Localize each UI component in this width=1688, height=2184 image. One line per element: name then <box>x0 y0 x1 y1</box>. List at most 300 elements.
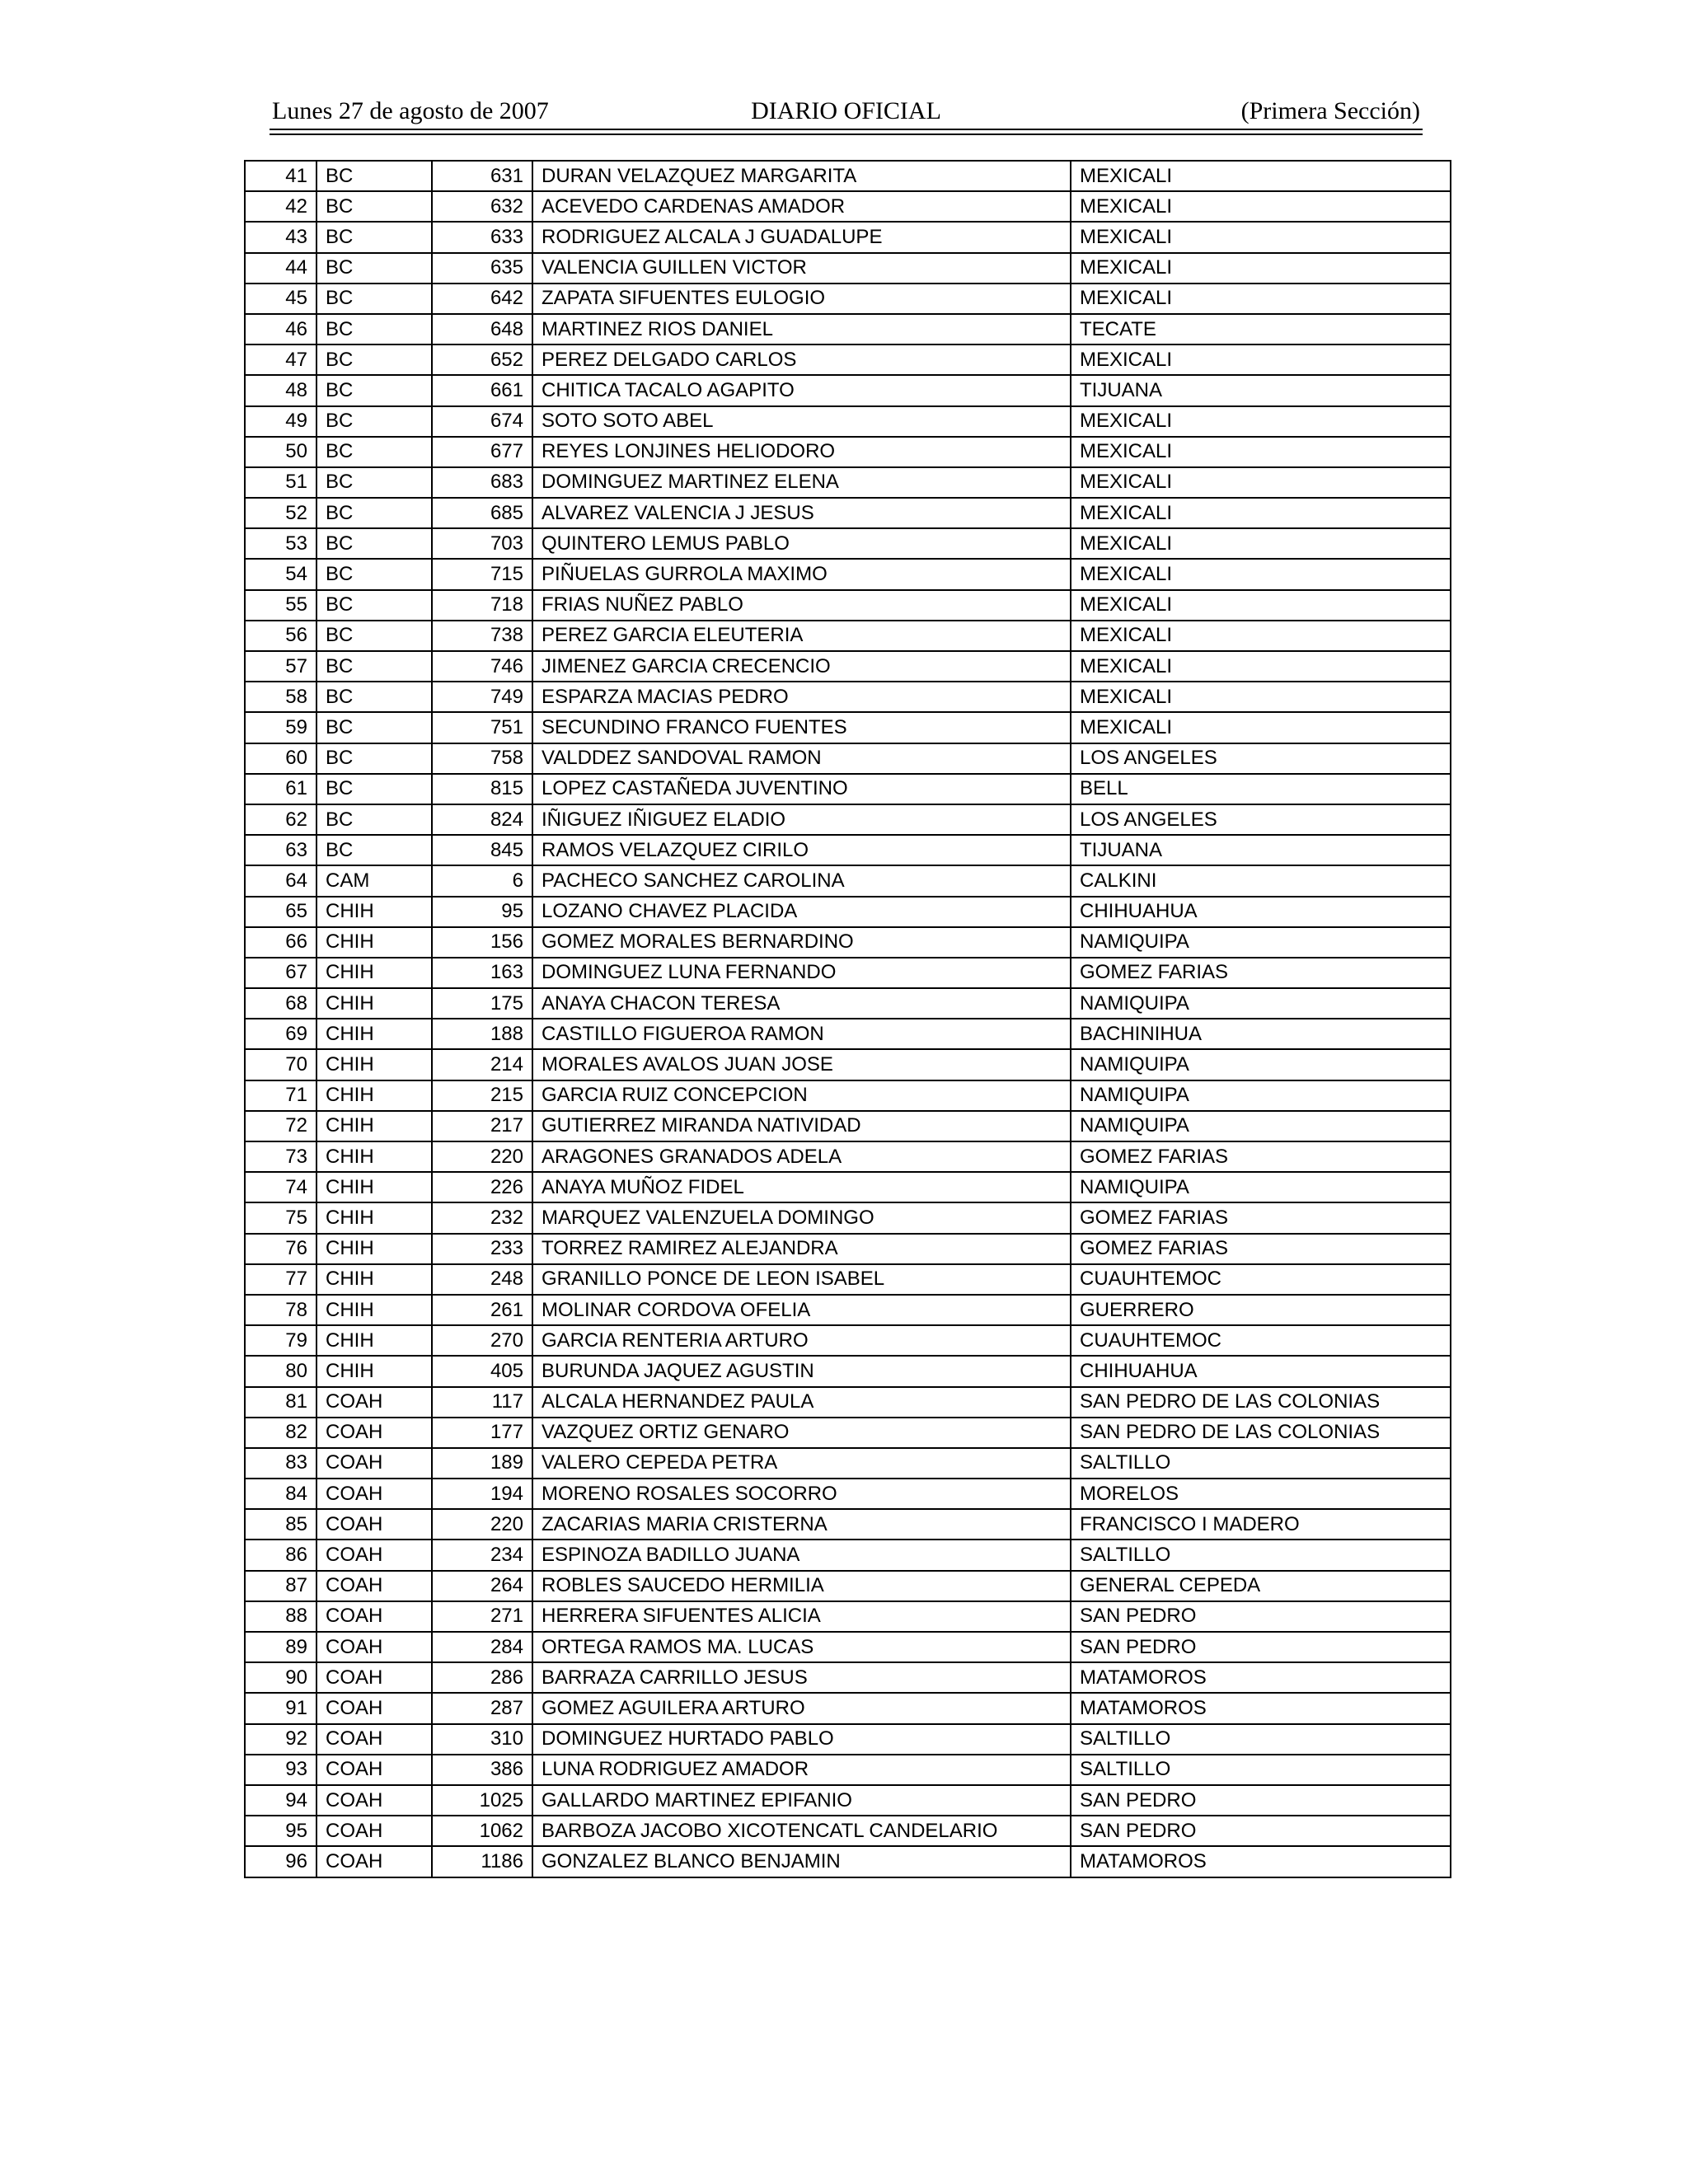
row-number: 43 <box>245 222 316 252</box>
folio-number: 715 <box>432 559 532 589</box>
row-number: 48 <box>245 375 316 405</box>
folio-number: 287 <box>432 1693 532 1723</box>
row-number: 58 <box>245 682 316 712</box>
row-number: 49 <box>245 406 316 437</box>
folio-number: 177 <box>432 1418 532 1448</box>
folio-number: 642 <box>432 284 532 314</box>
row-number: 62 <box>245 804 316 835</box>
person-name: ARAGONES GRANADOS ADELA <box>532 1141 1071 1172</box>
row-number: 77 <box>245 1264 316 1295</box>
municipality: MATAMOROS <box>1071 1693 1451 1723</box>
folio-number: 188 <box>432 1019 532 1049</box>
folio-number: 815 <box>432 774 532 804</box>
folio-number: 264 <box>432 1571 532 1601</box>
row-number: 51 <box>245 467 316 498</box>
table-row <box>245 865 1451 896</box>
municipality: MEXICALI <box>1071 528 1451 559</box>
table-row <box>245 1202 1451 1233</box>
person-name: DOMINGUEZ LUNA FERNANDO <box>532 958 1071 988</box>
row-number: 87 <box>245 1571 316 1601</box>
person-name: ACEVEDO CARDENAS AMADOR <box>532 191 1071 222</box>
table-row <box>245 958 1451 988</box>
row-number: 83 <box>245 1448 316 1479</box>
table-row <box>245 344 1451 375</box>
table-row <box>245 406 1451 437</box>
state-code: BC <box>316 467 432 498</box>
person-name: RAMOS VELAZQUEZ CIRILO <box>532 835 1071 865</box>
state-code: CHIH <box>316 1295 432 1325</box>
table-row <box>245 284 1451 314</box>
person-name: LUNA RODRIGUEZ AMADOR <box>532 1755 1071 1785</box>
municipality: SAN PEDRO <box>1071 1632 1451 1662</box>
header-date: Lunes 27 de agosto de 2007 <box>272 97 549 124</box>
state-code: BC <box>316 651 432 682</box>
person-name: ANAYA MUÑOZ FIDEL <box>532 1172 1071 1202</box>
folio-number: 271 <box>432 1601 532 1632</box>
row-number: 68 <box>245 988 316 1019</box>
row-number: 80 <box>245 1356 316 1386</box>
state-code: BC <box>316 191 432 222</box>
row-number: 72 <box>245 1111 316 1141</box>
row-number: 45 <box>245 284 316 314</box>
state-code: COAH <box>316 1785 432 1816</box>
state-code: BC <box>316 222 432 252</box>
state-code: COAH <box>316 1479 432 1509</box>
header-section: (Primera Sección) <box>1240 97 1420 124</box>
state-code: CHIH <box>316 1356 432 1386</box>
state-code: CHIH <box>316 1202 432 1233</box>
table-row <box>245 1540 1451 1570</box>
row-number: 41 <box>245 161 316 191</box>
folio-number: 648 <box>432 314 532 344</box>
person-name: BARRAZA CARRILLO JESUS <box>532 1662 1071 1693</box>
state-code: COAH <box>316 1816 432 1846</box>
person-name: CASTILLO FIGUEROA RAMON <box>532 1019 1071 1049</box>
state-code: CHIH <box>316 1019 432 1049</box>
row-number: 81 <box>245 1387 316 1418</box>
person-name: LOPEZ CASTAÑEDA JUVENTINO <box>532 774 1071 804</box>
person-name: LOZANO CHAVEZ PLACIDA <box>532 897 1071 927</box>
state-code: COAH <box>316 1418 432 1448</box>
person-name: VALENCIA GUILLEN VICTOR <box>532 253 1071 284</box>
table-row <box>245 1264 1451 1295</box>
row-number: 67 <box>245 958 316 988</box>
table-row <box>245 1019 1451 1049</box>
state-code: CHIH <box>316 927 432 958</box>
municipality: NAMIQUIPA <box>1071 1049 1451 1080</box>
row-number: 71 <box>245 1080 316 1111</box>
person-name: VALDDEZ SANDOVAL RAMON <box>532 743 1071 774</box>
row-number: 61 <box>245 774 316 804</box>
municipality: BELL <box>1071 774 1451 804</box>
table-row <box>245 1724 1451 1755</box>
table-row <box>245 1234 1451 1264</box>
row-number: 78 <box>245 1295 316 1325</box>
state-code: BC <box>316 528 432 559</box>
row-number: 54 <box>245 559 316 589</box>
table-row <box>245 621 1451 651</box>
municipality: TECATE <box>1071 314 1451 344</box>
folio-number: 232 <box>432 1202 532 1233</box>
folio-number: 270 <box>432 1325 532 1356</box>
folio-number: 6 <box>432 865 532 896</box>
header-rule-bottom <box>270 134 1423 135</box>
row-number: 52 <box>245 498 316 528</box>
row-number: 92 <box>245 1724 316 1755</box>
municipality: GOMEZ FARIAS <box>1071 1234 1451 1264</box>
row-number: 79 <box>245 1325 316 1356</box>
municipality: MEXICALI <box>1071 682 1451 712</box>
state-code: BC <box>316 161 432 191</box>
table-row <box>245 253 1451 284</box>
person-name: SECUNDINO FRANCO FUENTES <box>532 712 1071 743</box>
state-code: BC <box>316 253 432 284</box>
state-code: CHIH <box>316 988 432 1019</box>
municipality: MEXICALI <box>1071 559 1451 589</box>
table-row <box>245 1418 1451 1448</box>
person-name: DOMINGUEZ MARTINEZ ELENA <box>532 467 1071 498</box>
municipality: MORELOS <box>1071 1479 1451 1509</box>
person-name: MARTINEZ RIOS DANIEL <box>532 314 1071 344</box>
folio-number: 248 <box>432 1264 532 1295</box>
municipality: SALTILLO <box>1071 1448 1451 1479</box>
municipality: NAMIQUIPA <box>1071 1111 1451 1141</box>
folio-number: 751 <box>432 712 532 743</box>
person-name: FRIAS NUÑEZ PABLO <box>532 590 1071 621</box>
state-code: CHIH <box>316 1325 432 1356</box>
row-number: 47 <box>245 344 316 375</box>
row-number: 82 <box>245 1418 316 1448</box>
person-name: ANAYA CHACON TERESA <box>532 988 1071 1019</box>
municipality: SAN PEDRO <box>1071 1816 1451 1846</box>
state-code: BC <box>316 437 432 467</box>
municipality: CALKINI <box>1071 865 1451 896</box>
folio-number: 674 <box>432 406 532 437</box>
state-code: CHIH <box>316 1049 432 1080</box>
table-row <box>245 682 1451 712</box>
folio-number: 156 <box>432 927 532 958</box>
table-row <box>245 1141 1451 1172</box>
table-row <box>245 1479 1451 1509</box>
folio-number: 234 <box>432 1540 532 1570</box>
municipality: MEXICALI <box>1071 344 1451 375</box>
folio-number: 677 <box>432 437 532 467</box>
person-name: DURAN VELAZQUEZ MARGARITA <box>532 161 1071 191</box>
folio-number: 189 <box>432 1448 532 1479</box>
municipality: SALTILLO <box>1071 1540 1451 1570</box>
folio-number: 703 <box>432 528 532 559</box>
table-row <box>245 712 1451 743</box>
table-row <box>245 1662 1451 1693</box>
row-number: 65 <box>245 897 316 927</box>
table-row <box>245 897 1451 927</box>
person-name: PEREZ DELGADO CARLOS <box>532 344 1071 375</box>
state-code: COAH <box>316 1601 432 1632</box>
municipality: NAMIQUIPA <box>1071 988 1451 1019</box>
state-code: BC <box>316 559 432 589</box>
table-row <box>245 161 1451 191</box>
state-code: BC <box>316 743 432 774</box>
state-code: CHIH <box>316 897 432 927</box>
municipality: SAN PEDRO DE LAS COLONIAS <box>1071 1387 1451 1418</box>
municipality: CHIHUAHUA <box>1071 897 1451 927</box>
folio-number: 738 <box>432 621 532 651</box>
row-number: 76 <box>245 1234 316 1264</box>
state-code: COAH <box>316 1724 432 1755</box>
table-row <box>245 1632 1451 1662</box>
person-name: GUTIERREZ MIRANDA NATIVIDAD <box>532 1111 1071 1141</box>
row-number: 46 <box>245 314 316 344</box>
folio-number: 632 <box>432 191 532 222</box>
state-code: CHIH <box>316 1080 432 1111</box>
person-name: GOMEZ MORALES BERNARDINO <box>532 927 1071 958</box>
municipality: MATAMOROS <box>1071 1662 1451 1693</box>
municipality: LOS ANGELES <box>1071 804 1451 835</box>
person-name: GRANILLO PONCE DE LEON ISABEL <box>532 1264 1071 1295</box>
folio-number: 746 <box>432 651 532 682</box>
table-row <box>245 1111 1451 1141</box>
person-name: VAZQUEZ ORTIZ GENARO <box>532 1418 1071 1448</box>
row-number: 50 <box>245 437 316 467</box>
table-row <box>245 804 1451 835</box>
folio-number: 635 <box>432 253 532 284</box>
person-name: GARCIA RUIZ CONCEPCION <box>532 1080 1071 1111</box>
header-publication: DIARIO OFICIAL <box>751 97 941 124</box>
table-row <box>245 1846 1451 1877</box>
table-row <box>245 1601 1451 1632</box>
folio-number: 194 <box>432 1479 532 1509</box>
page-header <box>270 92 1423 134</box>
table-row <box>245 1816 1451 1846</box>
row-number: 96 <box>245 1846 316 1877</box>
state-code: CAM <box>316 865 432 896</box>
municipality: MEXICALI <box>1071 651 1451 682</box>
person-name: HERRERA SIFUENTES ALICIA <box>532 1601 1071 1632</box>
state-code: BC <box>316 835 432 865</box>
row-number: 64 <box>245 865 316 896</box>
table-row <box>245 1448 1451 1479</box>
state-code: BC <box>316 344 432 375</box>
row-number: 73 <box>245 1141 316 1172</box>
state-code: BC <box>316 804 432 835</box>
state-code: BC <box>316 406 432 437</box>
state-code: COAH <box>316 1448 432 1479</box>
table-row <box>245 988 1451 1019</box>
state-code: CHIH <box>316 1234 432 1264</box>
person-name: GARCIA RENTERIA ARTURO <box>532 1325 1071 1356</box>
folio-number: 1186 <box>432 1846 532 1877</box>
folio-number: 217 <box>432 1111 532 1141</box>
row-number: 60 <box>245 743 316 774</box>
municipality: GENERAL CEPEDA <box>1071 1571 1451 1601</box>
person-name: GOMEZ AGUILERA ARTURO <box>532 1693 1071 1723</box>
person-name: GALLARDO MARTINEZ EPIFANIO <box>532 1785 1071 1816</box>
municipality: MEXICALI <box>1071 621 1451 651</box>
municipality: MEXICALI <box>1071 498 1451 528</box>
table-row <box>245 1080 1451 1111</box>
table-row <box>245 1387 1451 1418</box>
header-rule-top <box>270 129 1423 130</box>
municipality: MEXICALI <box>1071 161 1451 191</box>
table-row <box>245 528 1451 559</box>
table-row <box>245 1571 1451 1601</box>
folio-number: 175 <box>432 988 532 1019</box>
folio-number: 1025 <box>432 1785 532 1816</box>
table-row <box>245 835 1451 865</box>
row-number: 44 <box>245 253 316 284</box>
municipality: SAN PEDRO <box>1071 1785 1451 1816</box>
table-row <box>245 927 1451 958</box>
table-row <box>245 1172 1451 1202</box>
row-number: 55 <box>245 590 316 621</box>
municipality: NAMIQUIPA <box>1071 1172 1451 1202</box>
state-code: CHIH <box>316 1111 432 1141</box>
row-number: 91 <box>245 1693 316 1723</box>
folio-number: 215 <box>432 1080 532 1111</box>
person-name: TORREZ RAMIREZ ALEJANDRA <box>532 1234 1071 1264</box>
state-code: CHIH <box>316 1172 432 1202</box>
municipality: SALTILLO <box>1071 1724 1451 1755</box>
row-number: 86 <box>245 1540 316 1570</box>
folio-number: 386 <box>432 1755 532 1785</box>
state-code: BC <box>316 682 432 712</box>
row-number: 90 <box>245 1662 316 1693</box>
folio-number: 310 <box>432 1724 532 1755</box>
person-name: PIÑUELAS GURROLA MAXIMO <box>532 559 1071 589</box>
person-name: CHITICA TACALO AGAPITO <box>532 375 1071 405</box>
state-code: CHIH <box>316 1264 432 1295</box>
municipality: NAMIQUIPA <box>1071 1080 1451 1111</box>
municipality: MEXICALI <box>1071 222 1451 252</box>
municipality: TIJUANA <box>1071 835 1451 865</box>
state-code: BC <box>316 590 432 621</box>
municipality: CUAUHTEMOC <box>1071 1264 1451 1295</box>
person-name: ESPINOZA BADILLO JUANA <box>532 1540 1071 1570</box>
municipality: MEXICALI <box>1071 406 1451 437</box>
person-name: MORALES AVALOS JUAN JOSE <box>532 1049 1071 1080</box>
person-name: ALCALA HERNANDEZ PAULA <box>532 1387 1071 1418</box>
beneficiary-table <box>244 160 1451 1878</box>
municipality: MEXICALI <box>1071 467 1451 498</box>
row-number: 84 <box>245 1479 316 1509</box>
person-name: BARBOZA JACOBO XICOTENCATL CANDELARIO <box>532 1816 1071 1846</box>
table-row <box>245 1693 1451 1723</box>
table-row <box>245 559 1451 589</box>
row-number: 95 <box>245 1816 316 1846</box>
folio-number: 95 <box>432 897 532 927</box>
municipality: MEXICALI <box>1071 284 1451 314</box>
person-name: QUINTERO LEMUS PABLO <box>532 528 1071 559</box>
municipality: SAN PEDRO <box>1071 1601 1451 1632</box>
municipality: MEXICALI <box>1071 437 1451 467</box>
table-row <box>245 437 1451 467</box>
table-row <box>245 1509 1451 1540</box>
table-row <box>245 1356 1451 1386</box>
folio-number: 758 <box>432 743 532 774</box>
table-row <box>245 1755 1451 1785</box>
row-number: 89 <box>245 1632 316 1662</box>
state-code: COAH <box>316 1571 432 1601</box>
table-row <box>245 191 1451 222</box>
row-number: 93 <box>245 1755 316 1785</box>
table-row <box>245 1325 1451 1356</box>
state-code: COAH <box>316 1540 432 1570</box>
folio-number: 163 <box>432 958 532 988</box>
person-name: MARQUEZ VALENZUELA DOMINGO <box>532 1202 1071 1233</box>
person-name: JIMENEZ GARCIA CRECENCIO <box>532 651 1071 682</box>
person-name: RODRIGUEZ ALCALA J GUADALUPE <box>532 222 1071 252</box>
table-row <box>245 1785 1451 1816</box>
row-number: 75 <box>245 1202 316 1233</box>
person-name: ROBLES SAUCEDO HERMILIA <box>532 1571 1071 1601</box>
table-row <box>245 743 1451 774</box>
person-name: MOLINAR CORDOVA OFELIA <box>532 1295 1071 1325</box>
row-number: 94 <box>245 1785 316 1816</box>
folio-number: 220 <box>432 1141 532 1172</box>
municipality: CUAUHTEMOC <box>1071 1325 1451 1356</box>
row-number: 66 <box>245 927 316 958</box>
person-name: ESPARZA MACIAS PEDRO <box>532 682 1071 712</box>
person-name: REYES LONJINES HELIODORO <box>532 437 1071 467</box>
municipality: CHIHUAHUA <box>1071 1356 1451 1386</box>
folio-number: 214 <box>432 1049 532 1080</box>
row-number: 74 <box>245 1172 316 1202</box>
folio-number: 718 <box>432 590 532 621</box>
folio-number: 683 <box>432 467 532 498</box>
state-code: BC <box>316 375 432 405</box>
state-code: BC <box>316 621 432 651</box>
municipality: MATAMOROS <box>1071 1846 1451 1877</box>
municipality: BACHINIHUA <box>1071 1019 1451 1049</box>
state-code: CHIH <box>316 1141 432 1172</box>
folio-number: 405 <box>432 1356 532 1386</box>
person-name: ZAPATA SIFUENTES EULOGIO <box>532 284 1071 314</box>
folio-number: 845 <box>432 835 532 865</box>
municipality: SALTILLO <box>1071 1755 1451 1785</box>
row-number: 70 <box>245 1049 316 1080</box>
state-code: BC <box>316 284 432 314</box>
table-row <box>245 651 1451 682</box>
state-code: COAH <box>316 1509 432 1540</box>
state-code: COAH <box>316 1693 432 1723</box>
municipality: GOMEZ FARIAS <box>1071 1141 1451 1172</box>
municipality: MEXICALI <box>1071 253 1451 284</box>
folio-number: 226 <box>432 1172 532 1202</box>
municipality: GOMEZ FARIAS <box>1071 958 1451 988</box>
folio-number: 1062 <box>432 1816 532 1846</box>
person-name: MORENO ROSALES SOCORRO <box>532 1479 1071 1509</box>
municipality: TIJUANA <box>1071 375 1451 405</box>
row-number: 59 <box>245 712 316 743</box>
state-code: COAH <box>316 1662 432 1693</box>
state-code: BC <box>316 712 432 743</box>
person-name: ALVAREZ VALENCIA J JESUS <box>532 498 1071 528</box>
folio-number: 261 <box>432 1295 532 1325</box>
table-row <box>245 1049 1451 1080</box>
row-number: 85 <box>245 1509 316 1540</box>
table-row <box>245 498 1451 528</box>
folio-number: 685 <box>432 498 532 528</box>
folio-number: 284 <box>432 1632 532 1662</box>
state-code: COAH <box>316 1755 432 1785</box>
row-number: 56 <box>245 621 316 651</box>
table-row <box>245 774 1451 804</box>
person-name: ORTEGA RAMOS MA. LUCAS <box>532 1632 1071 1662</box>
folio-number: 661 <box>432 375 532 405</box>
person-name: PACHECO SANCHEZ CAROLINA <box>532 865 1071 896</box>
state-code: COAH <box>316 1387 432 1418</box>
person-name: DOMINGUEZ HURTADO PABLO <box>532 1724 1071 1755</box>
